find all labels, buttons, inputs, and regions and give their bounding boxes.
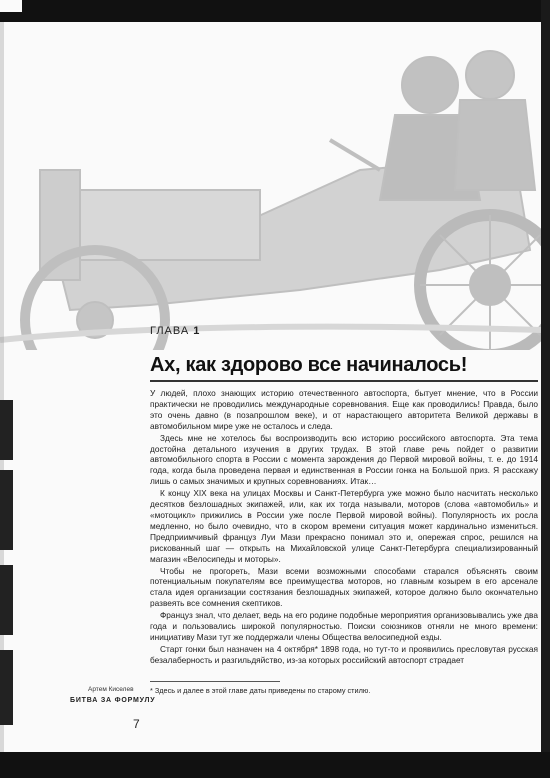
binding-shadow <box>0 400 13 460</box>
binding-shadow <box>0 470 13 550</box>
paragraph: Чтобы не прогореть, Мази всеми возможными способами старался объяснять своим потенциальным покупателям все преимущества моторов, но главным козырем в его арсенале стала идея организации состязания безлошадных экипажей, которое должно было окончательно развеять все сомнения скептиков. <box>150 565 538 609</box>
paragraph: У людей, плохо знающих историю отечественного автоспорта, бытует мнение, что в России практически не проводились международные соревнования. Еще как проводились! Правда, было это очень давно (в позапрошлом веке), и от нарастающего авторитета Великой державы в автомобильном мире уже не осталось и следа. <box>150 388 538 431</box>
chapter-number: 1 <box>193 325 201 337</box>
paragraph: К концу XIX века на улицах Москвы и Санкт-Петербурга уже можно было насчитать несколько десятков безлошадных экипажей, или, как их тогда называли, моторов (слова «автомобиль» и «мотоцикл» прижились в России уже после Первой мировой войны). Популярность их росла медленно, но было очевидно, что в скором времени ситуация может кардинально измениться. Предприимчивый француз Луи Мази прекрасно понимал это и, опережая спрос, решился на рискованный шаг — открыть на Михайловской улице Санкт-Петербурга специализированный магазин «Велосипеды и моторы». <box>150 488 538 564</box>
body-text <box>150 388 538 667</box>
binding-shadow <box>0 650 13 725</box>
binding-shadow <box>0 565 13 635</box>
footnote-rule <box>150 681 280 682</box>
chapter-label: ГЛАВА <box>150 325 190 337</box>
paragraph: Старт гонки был назначен на 4 октября* 1898 года, но тут-то и проявились пресловутая русская безалаберность и разгильдяйство, из-за которых российский автоспорт страдает <box>150 643 538 665</box>
chapter-title: Ах, как здорово все начиналось! <box>150 354 468 376</box>
scan-border-right <box>541 0 550 778</box>
vintage-race-car-photo <box>0 20 541 350</box>
author-name: Артем Киселев <box>88 686 134 693</box>
scan-notch <box>0 0 22 12</box>
scan-border-top <box>0 0 550 22</box>
footnote: * Здесь и далее в этой главе даты приведены по старому стилю. <box>150 686 371 695</box>
title-rule <box>150 380 538 382</box>
paragraph: Француз знал, что делает, ведь на его родине подобные мероприятия организовывались уже два года и пользовались широкой популярностью. Поиски союзников отняли не много времени: инициативу Мази тут же поддержали члены Общества велосипедной езды. <box>150 610 538 642</box>
book-title: БИТВА ЗА ФОРМУЛУ <box>70 697 156 704</box>
scan-border-bottom <box>0 752 550 778</box>
page-number: 7 <box>133 717 140 731</box>
paragraph: Здесь мне не хотелось бы воспроизводить всю историю российского автоспорта. Эта тема достойна детального изучения в других трудах. В этой главе речь пойдет о развитии автомобильного спорта в России с момента зарождения до Первой мировой войны, т. е. до 1914 года, когда была проведена первая и единственная в России гонка на Большой приз. Я расскажу лишь о самых значимых и крупных соревнованиях. Итак… <box>150 432 538 487</box>
chapter-heading <box>150 325 200 337</box>
